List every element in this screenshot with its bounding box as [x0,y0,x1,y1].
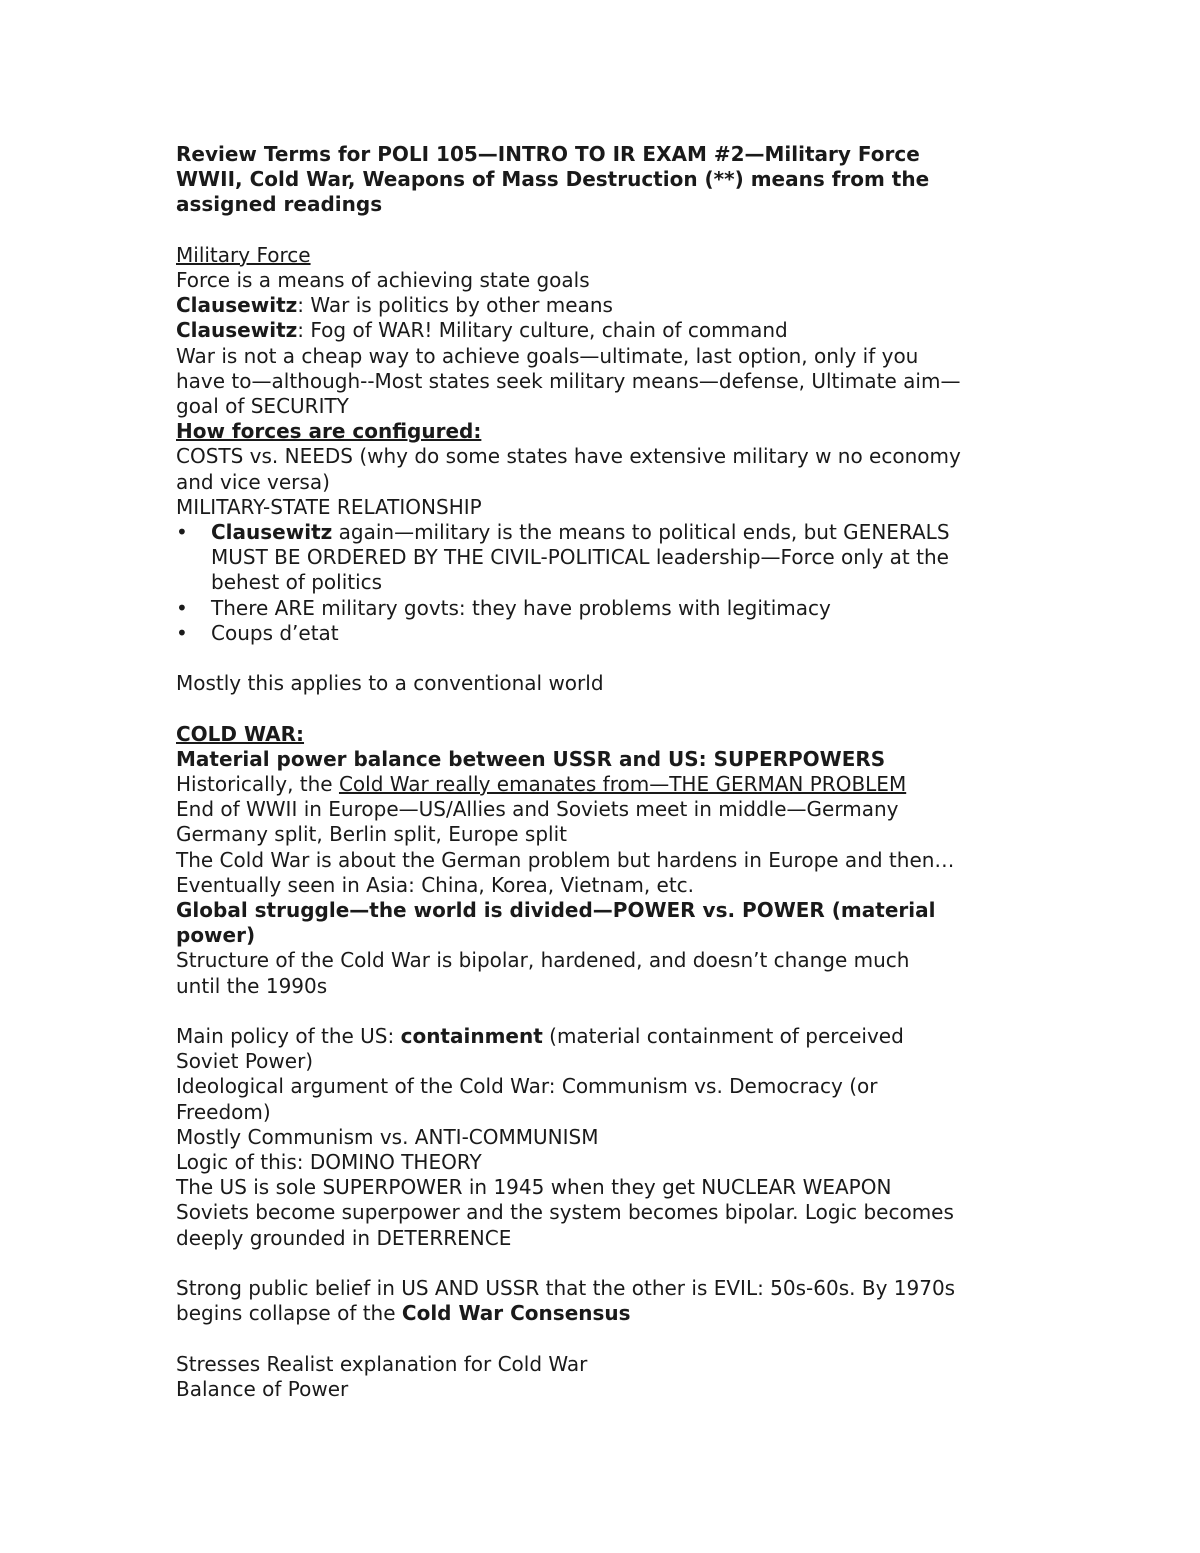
text-line: deeply grounded in DETERRENCE [176,1225,512,1250]
text-span: : Fog of WAR! Military culture, chain of command [297,318,788,343]
text-line: There ARE military govts: they have problems with legitimacy [211,595,831,620]
text-line: The US is sole SUPERPOWER in 1945 when they get NUCLEAR WEAPON [176,1175,892,1200]
title-line: assigned readings [176,192,383,217]
text-line: Eventually seen in Asia: China, Korea, Vietnam, etc. [176,872,695,897]
term-bold: containment [400,1024,543,1049]
text-line: End of WWII in Europe—US/Allies and Soviets meet in middle—Germany [176,797,899,822]
text-span: Main policy of the US: [176,1024,401,1049]
text-span: (material containment of perceived [542,1024,904,1049]
subheading: Material power balance between USSR and US: SUPERPOWERS [176,746,886,771]
spacer [176,646,1036,671]
text-line: have to—although--Most states seek military means—defense, Ultimate aim— [176,368,961,393]
text-line: MILITARY-STATE RELATIONSHIP [176,494,482,519]
bullet-icon: • [176,620,188,645]
spacer [176,696,1036,721]
text-line: Soviet Power) [176,1049,314,1074]
text-line: Freedom) [176,1099,271,1124]
cold-war-section [176,722,1036,1402]
term-bold: Clausewitz [176,318,298,343]
bullet-item [176,596,1036,621]
spacer [176,999,1036,1024]
text-line: Stresses Realist explanation for Cold War [176,1351,588,1376]
title-line: WWII, Cold War, Weapons of Mass Destruction (**) means from the [176,167,930,192]
forces-configured-section [176,419,1036,696]
text-line: behest of politics [211,570,383,595]
text-line: COSTS vs. NEEDS (why do some states have extensive military w no economy [176,444,961,469]
text-line: Mostly this applies to a conventional world [176,671,604,696]
bullet-item [176,520,1036,596]
text-line: The Cold War is about the German problem but hardens in Europe and then… [176,847,955,872]
section-heading: How forces are configured: [176,419,482,444]
spacer [176,1251,1036,1276]
subheading: Global struggle—the world is divided—POWER vs. POWER (material [176,898,936,923]
text-line [176,1024,1036,1049]
military-force-section [176,243,1036,419]
term-bold: Clausewitz [211,520,333,545]
text-line: goal of SECURITY [176,394,349,419]
text-line: MUST BE ORDERED BY THE CIVIL-POLITICAL leadership—Force only at the [211,545,949,570]
subheading: power) [176,923,256,948]
text-line: Structure of the Cold War is bipolar, hardened, and doesn’t change much [176,948,910,973]
text-line: Coups d’etat [211,620,339,645]
spacer [176,1326,1036,1351]
text-line: and vice versa) [176,469,330,494]
text-span: begins collapse of the [176,1301,402,1326]
text-line: Ideological argument of the Cold War: Communism vs. Democracy (or [176,1074,878,1099]
text-line [176,318,1036,343]
section-heading: Military Force [176,242,311,267]
document-page [176,142,1036,1402]
term-bold: Clausewitz [176,293,298,318]
text-line: Soviets become superpower and the system becomes bipolar. Logic becomes [176,1200,954,1225]
text-span: Historically, the [176,772,339,797]
text-line [211,520,1036,545]
bullet-item [176,621,1036,646]
text-line: Balance of Power [176,1376,349,1401]
bullet-icon: • [176,595,188,620]
text-line: Logic of this: DOMINO THEORY [176,1150,482,1175]
spacer [176,218,1036,243]
text-span: again—military is the means to political ends, but GENERALS [332,520,950,545]
text-line: Germany split, Berlin split, Europe split [176,822,568,847]
text-span: : War is politics by other means [297,293,613,318]
text-line: Strong public belief in US AND USSR that the other is EVIL: 50s-60s. By 1970s [176,1276,956,1301]
text-line: until the 1990s [176,973,328,998]
document-title [176,142,1036,218]
text-line: Mostly Communism vs. ANTI-COMMUNISM [176,1124,599,1149]
term-bold: Cold War Consensus [401,1301,631,1326]
underlined-text: Cold War really emanates from—THE GERMAN PROBLEM [338,772,907,797]
text-line: Force is a means of achieving state goals [176,268,590,292]
text-line [176,772,1036,797]
section-heading: COLD WAR: [176,721,305,746]
bullet-icon: • [176,520,188,545]
text-line: War is not a cheap way to achieve goals—ultimate, last option, only if you [176,343,919,368]
title-line: Review Terms for POLI 105—INTRO TO IR EXAM #2—Military Force [176,142,920,166]
text-line [176,1301,1036,1326]
text-line [176,293,1036,318]
